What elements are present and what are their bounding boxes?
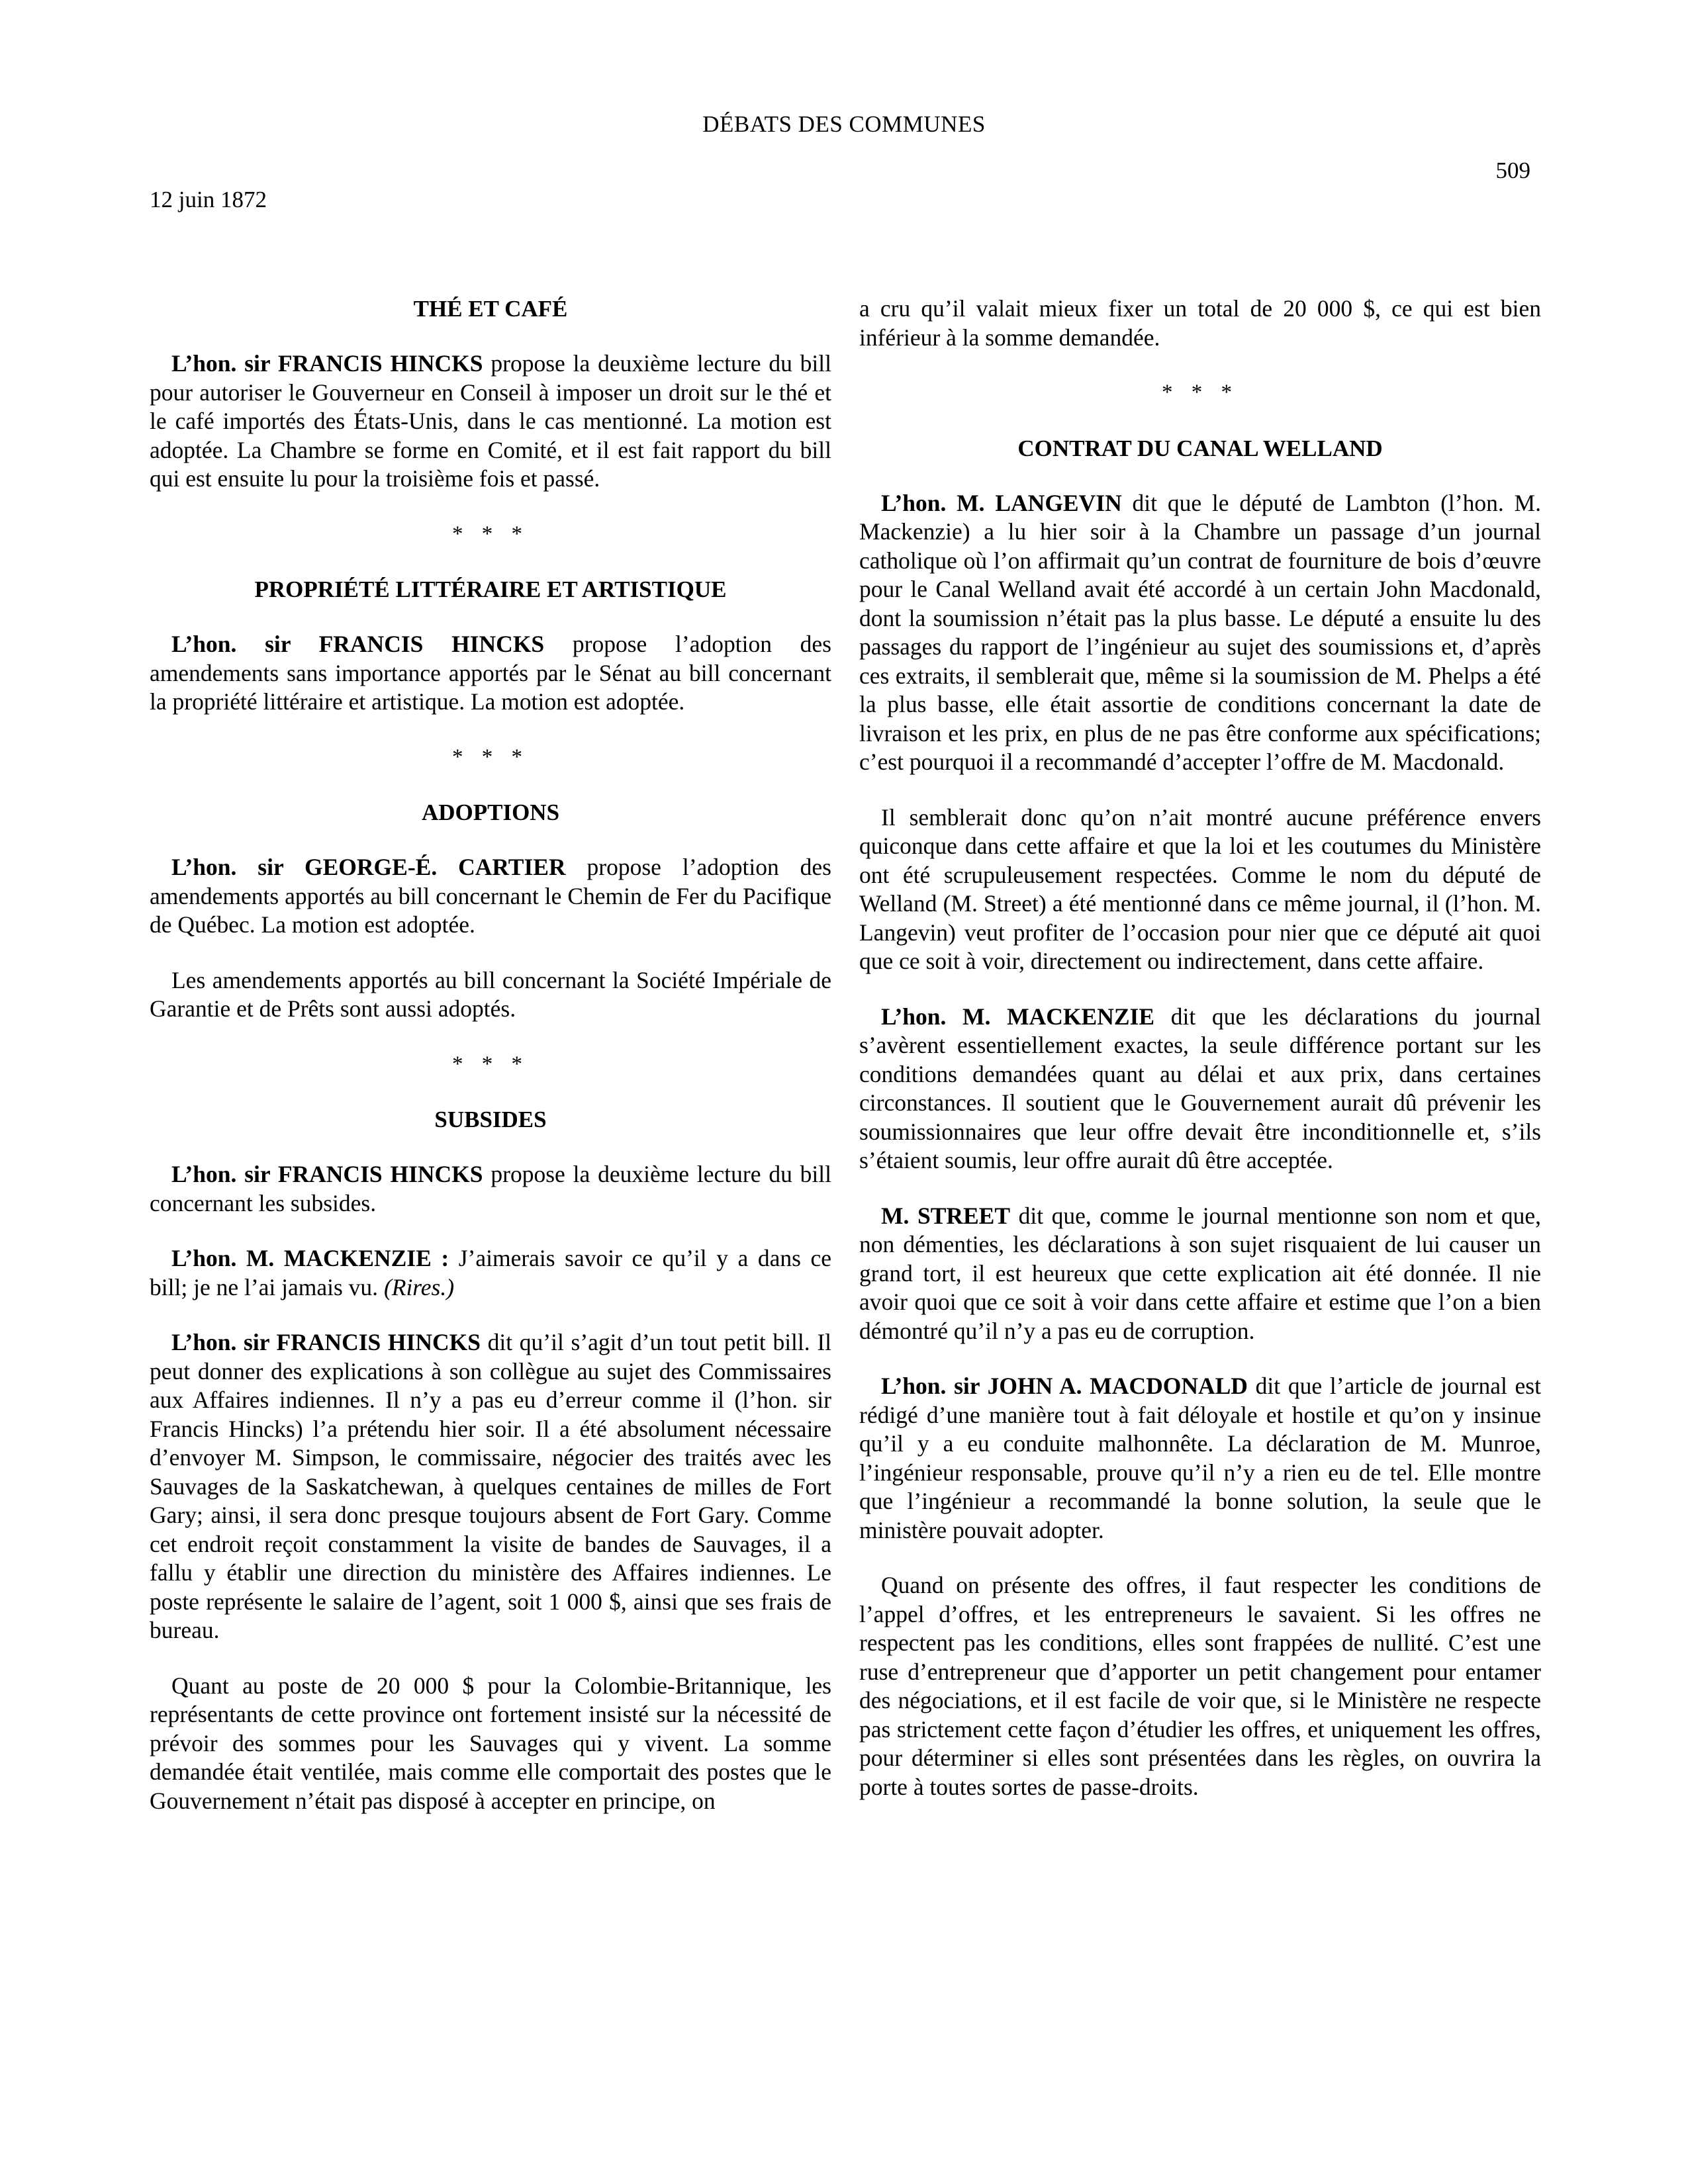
paragraph [150,966,831,1024]
speaker-name: L’hon. sir GEORGE-É. CARTIER [171,854,566,880]
speaker-name: M. STREET [881,1202,1011,1229]
paragraph-text: J’aimerais savoir ce qu’il y a dans ce bill; je ne l’ai jamais vu. [150,1245,832,1300]
paragraph-text: Il semblerait donc qu’on n’ait montré aucune préférence envers quiconque dans cette affaire et que la loi et les coutumes du Ministère ont été scrupuleusement respectées. Comme le nom du député de Welland (M. Street) a été mentionné dans ce même journal, il (l’hon. M. Langevin) veut profiter de l’occasion pour nier que ce député ait quoi que ce soit à voir, directement ou indirectement, dans cette affaire. [859,803,1541,974]
paragraph-text: dit que, comme le journal mentionne son nom et que, non démenties, les déclarations à son sujet risquaient de lui causer un grand tort, il est heureux que cette explication ait été donnée. Il nie avoir quoi que ce soit à voir dans cette affaire et estime que l’on a bien démontré qu’il n’y a pas eu de corruption. [859,1202,1541,1344]
paragraph-text: Quand on présente des offres, il faut respecter les conditions de l’appel d’offres, et les entrepreneurs le savaient. Si les offres ne respectent pas les conditions, elles sont frappées de nullité. C’est une ruse d’entrepreneur que d’apporter un petit changement pour entamer des négociations, et il est facile de voir que, si le Ministère ne respecte pas strictement cette façon d’étudier les offres, et uniquement les offres, pour déterminer si elles sont présentées dans les règles, on ouvrira la porte à toutes sortes de passe-droits. [859,1572,1541,1800]
speaker-name: L’hon. M. MACKENZIE [881,1003,1155,1030]
paragraph-text: dit que les déclarations du journal s’avèrent essentiellement exactes, la seule différence portant sur les conditions demandées quant au délai et aux prix, dans certaines circonstances. Il soutient que le Gouvernement aurait dû prévenir les soumissionnaires que leur offre devait être inconditionnelle et, s’ils s’étaient soumis, leur offre aurait dû être acceptée. [859,1003,1541,1173]
section-title-canal-welland: CONTRAT DU CANAL WELLAND [1017,435,1383,461]
section-separator: * * * [452,522,529,546]
paragraph-text: propose l’adoption des amendements sans importance apportés par le Sénat au bill concernant la propriété littéraire et artistique. La motion est adoptée. [150,631,831,715]
speaker-name: L’hon. sir FRANCIS HINCKS [171,631,545,657]
paragraph-text: a cru qu’il valait mieux fixer un total de 20 000 $, ce qui est bien inférieur à la somme demandée. [859,295,1541,351]
section-separator: * * * [1162,381,1239,404]
right-column [859,295,1541,1828]
paragraph [859,1571,1541,1801]
speaker-name: L’hon. M. LANGEVIN [881,489,1122,516]
paragraph [150,349,831,494]
section-title-adoptions: ADOPTIONS [421,799,560,825]
paragraph-text: dit que l’article de journal est rédigé d’une manière tout à fait déloyale et hostile et qu’on y insinue qu’il y a eu conduite malhonnête. La déclaration de M. Munroe, l’ingénieur responsable, prouve qu’il n’y a rien eu de tel. Elle montre que l’ingénieur a recommandé la bonne solution, la seule que le ministère pouvait adopter. [859,1373,1541,1543]
paragraph-text: propose la deuxième lecture du bill concernant les subsides. [150,1161,831,1216]
paragraph [859,1202,1541,1346]
paragraph [859,1372,1541,1545]
running-head: DÉBATS DES COMMUNES [702,111,986,137]
paragraph-text: dit qu’il s’agit d’un tout petit bill. Il peut donner des explications à son collègue au sujet des Commissaires aux Affaires indiennes. Il n’y a pas eu d’erreur comme il (l’hon. sir Francis Hincks) l’a prétendu hier soir. Il a été absolument nécessaire d’envoyer M. Simpson, le commissaire, négocier des traités avec les Sauvages de la Saskatchewan, à quelques centaines de milles de Fort Gary; ainsi, il sera donc presque toujours absent de Fort Gary. Comme cet endroit reçoit constamment la visite de bandes de Sauvages, il a fallu y établir une direction du ministère des Affaires indiennes. Le poste représente le salaire de l’agent, soit 1 000 $, ainsi que ses frais de bureau. [150,1329,832,1643]
paragraph-text: propose l’adoption des amendements apportés au bill concernant le Chemin de Fer du Pacifique de Québec. La motion est adoptée. [150,854,831,938]
speaker-name: L’hon. sir JOHN A. MACDONALD [881,1373,1248,1399]
paragraph [150,1328,831,1645]
paragraph [150,1160,831,1218]
paragraph [150,630,831,717]
paragraph-text: propose la deuxième lecture du bill pour autoriser le Gouverneur en Conseil à imposer un droit sur le thé et le café importés des États-Unis, dans le cas mentionné. La motion est adoptée. La Chambre se forme en Comité, et il est fait rapport du bill qui est ensuite lu pour la troisième fois et passé. [150,350,831,492]
paragraph [859,803,1541,976]
section-title-the-et-cafe: THÉ ET CAFÉ [413,296,568,322]
paragraph-text: Quant au poste de 20 000 $ pour la Colombie-Britannique, les représentants de cette province ont fortement insisté sur la nécessité de prévoir des sommes pour les Sauvages qui y vivent. La somme demandée était ventilée, mais comme elle comportait des postes que le Gouvernement n’était pas disposé à accepter en principe, on [150,1672,831,1814]
speaker-name: L’hon. sir FRANCIS HINCKS [171,350,483,377]
stage-direction: (Rires.) [383,1273,455,1300]
paragraph-text: dit que le député de Lambton (l’hon. M. Mackenzie) a lu hier soir à la Chambre un passage d’un journal catholique où l’on affirmait qu’un contrat de fourniture de bois d’œuvre pour le Canal Welland avait été accordé à un certain John Macdonald, dont la soumission n’était pas la plus basse. Le député a ensuite lu des passages du rapport de l’ingénieur au sujet des soumissions et, d’après ces extraits, il semblerait que, même si la soumission de M. Phelps a été la plus basse, elle était assortie de conditions concernant la date de livraison et les prix, en plus de ne pas être conforme aux spécifications; c’est pourquoi il a recommandé d’accepter l’offre de M. Macdonald. [859,489,1541,775]
page-number: 509 [1495,158,1530,183]
section-separator: * * * [452,745,529,769]
paragraph [150,1244,831,1302]
speaker-name: L’hon. sir FRANCIS HINCKS [171,1161,483,1187]
speaker-name: L’hon. M. MACKENZIE : [171,1245,449,1271]
paragraph [150,1672,831,1816]
section-title-propriete: PROPRIÉTÉ LITTÉRAIRE ET ARTISTIQUE [254,576,727,602]
speaker-name: L’hon. sir FRANCIS HINCKS [171,1329,481,1355]
left-column [150,295,831,1842]
paragraph-continuation [859,295,1541,352]
paragraph-text: Les amendements apportés au bill concernant la Société Impériale de Garantie et de Prêts sont aussi adoptés. [150,966,831,1022]
section-title-subsides: SUBSIDES [434,1107,547,1132]
paragraph [859,489,1541,777]
paragraph [150,853,831,940]
section-separator: * * * [452,1052,529,1076]
page-date: 12 juin 1872 [150,187,267,212]
paragraph [859,1003,1541,1175]
